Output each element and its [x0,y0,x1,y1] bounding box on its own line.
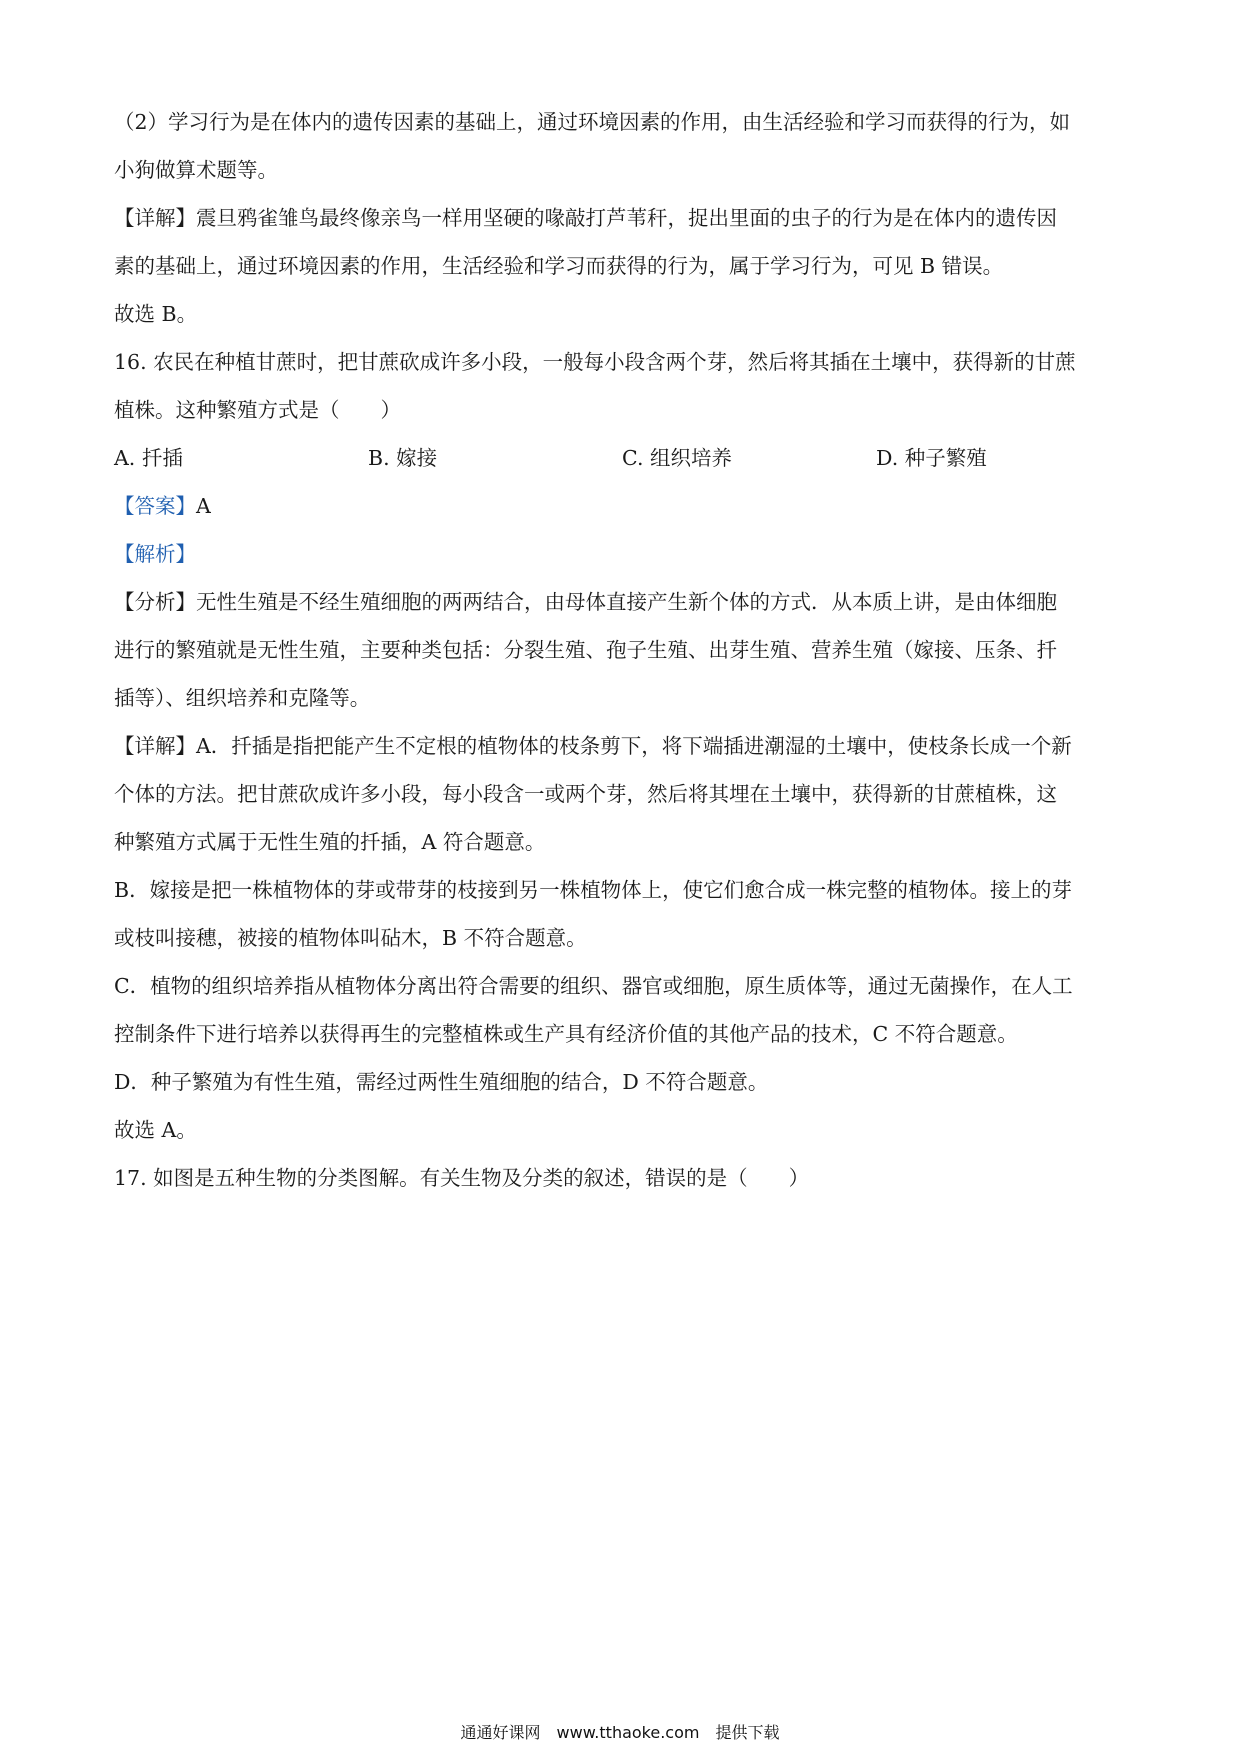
footer-watermark: 通通好课网 www.tthaoke.com 提供下载 [460,1723,780,1742]
question-16-stem-cont: 植株。这种繁殖方式是（ ） [114,398,401,422]
detail-line: 【详解】A．扦插是指把能产生不定根的植物体的枝条剪下，将下端插进潮湿的土壤中，使枝条长成一个新 [114,734,1072,758]
text-line: 故选 B。 [114,302,198,326]
text-line: （2）学习行为是在体内的遗传因素的基础上，通过环境因素的作用，由生活经验和学习而获得的行为，如 [114,110,1071,134]
question-16-options [114,434,1134,482]
detail-line: D．种子繁殖为有性生殖，需经过两性生殖细胞的结合，D 不符合题意。 [114,1070,769,1094]
option-a: A. 扦插 [114,446,183,470]
option-c: C. 组织培养 [622,446,732,470]
answer-value: A [196,494,211,518]
analysis-line: 【分析】无性生殖是不经生殖细胞的两两结合，由母体直接产生新个体的方式．从本质上讲，是由体细胞 [114,590,1057,614]
answer-tag: 【答案】 [114,494,196,518]
option-d: D. 种子繁殖 [876,446,987,470]
detail-line: B．嫁接是把一株植物体的芽或带芽的枝接到另一株植物体上，使它们愈合成一株完整的植物体。接上的芽 [114,878,1073,902]
detail-line: 个体的方法。把甘蔗砍成许多小段，每小段含一或两个芽，然后将其埋在土壤中，获得新的甘蔗植株，这 [114,782,1057,806]
option-b: B. 嫁接 [368,446,438,470]
detail-line: 或枝叫接穗，被接的植物体叫砧木，B 不符合题意。 [114,926,587,950]
text-line: 素的基础上，通过环境因素的作用，生活经验和学习而获得的行为，属于学习行为，可见 B 错误。 [114,254,1004,278]
detail-line: C．植物的组织培养指从植物体分离出符合需要的组织、器官或细胞，原生质体等，通过无菌操作，在人工 [114,974,1073,998]
conclusion-line: 故选 A。 [114,1118,197,1142]
detail-line: 种繁殖方式属于无性生殖的扦插，A 符合题意。 [114,830,546,854]
question-17-stem: 17. 如图是五种生物的分类图解。有关生物及分类的叙述，错误的是（ ） [114,1166,810,1190]
analysis-line: 插等）、组织培养和克隆等。 [114,686,371,710]
analysis-line: 进行的繁殖就是无性生殖，主要种类包括：分裂生殖、孢子生殖、出芽生殖、营养生殖（嫁接、压条、扦 [114,638,1057,662]
question-16-stem: 16. 农民在种植甘蔗时，把甘蔗砍成许多小段，一般每小段含两个芽，然后将其插在土壤中，获得新的甘蔗 [114,350,1076,374]
answer-line [114,482,1134,530]
document-page [114,98,1134,1202]
analysis-tag: 【解析】 [114,542,196,566]
text-line: 小狗做算术题等。 [114,158,278,182]
detail-line: 控制条件下进行培养以获得再生的完整植株或生产具有经济价值的其他产品的技术，C 不符合题意。 [114,1022,1018,1046]
text-line: 【详解】震旦鸦雀雏鸟最终像亲鸟一样用坚硬的喙敲打芦苇秆，捉出里面的虫子的行为是在体内的遗传因 [114,206,1057,230]
